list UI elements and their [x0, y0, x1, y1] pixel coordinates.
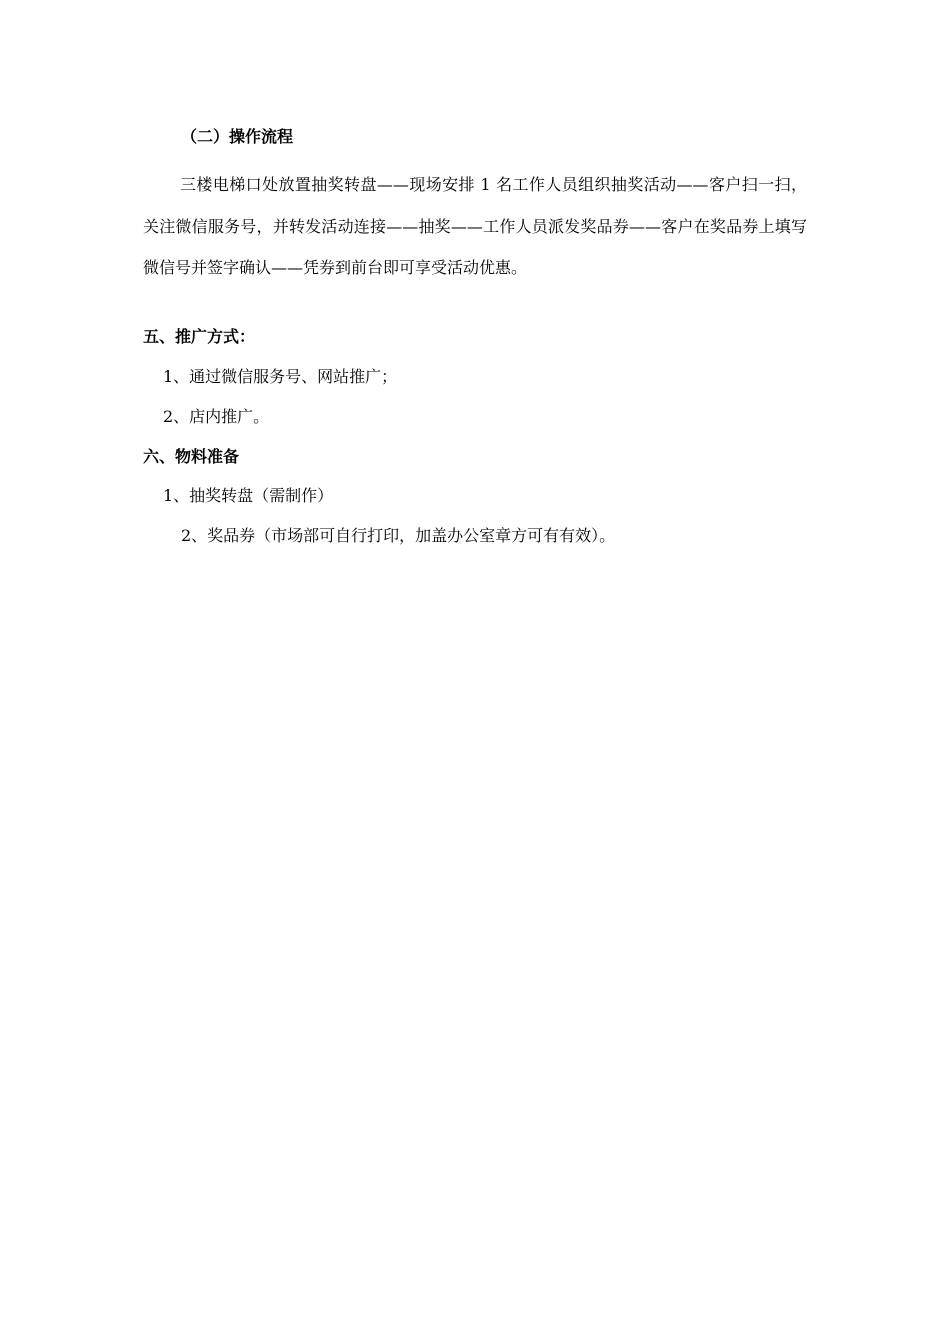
subheading-operation-process: （二）操作流程	[181, 127, 294, 146]
materials-item-2: 2、奖品券（市场部可自行打印，加盖办公室章方可有有效）。	[181, 526, 616, 545]
promotion-item-1: 1、通过微信服务号、网站推广；	[163, 367, 398, 386]
heading-promotion-methods: 五、推广方式：	[143, 327, 256, 346]
materials-item-1: 1、抽奖转盘（需制作）	[163, 486, 334, 505]
operation-process-paragraph: 三楼电梯口处放置抽奖转盘——现场安排 1 名工作人员组织抽奖活动——客户扫一扫，关注微信服务号，并转发活动连接——抽奖——工作人员派发奖品券——客户在奖品券上填写微信号并签字确认——凭券到前台即可享受活动优惠。	[143, 175, 807, 277]
promotion-item-2: 2、店内推广。	[163, 407, 270, 426]
heading-materials-preparation: 六、物料准备	[143, 447, 240, 466]
